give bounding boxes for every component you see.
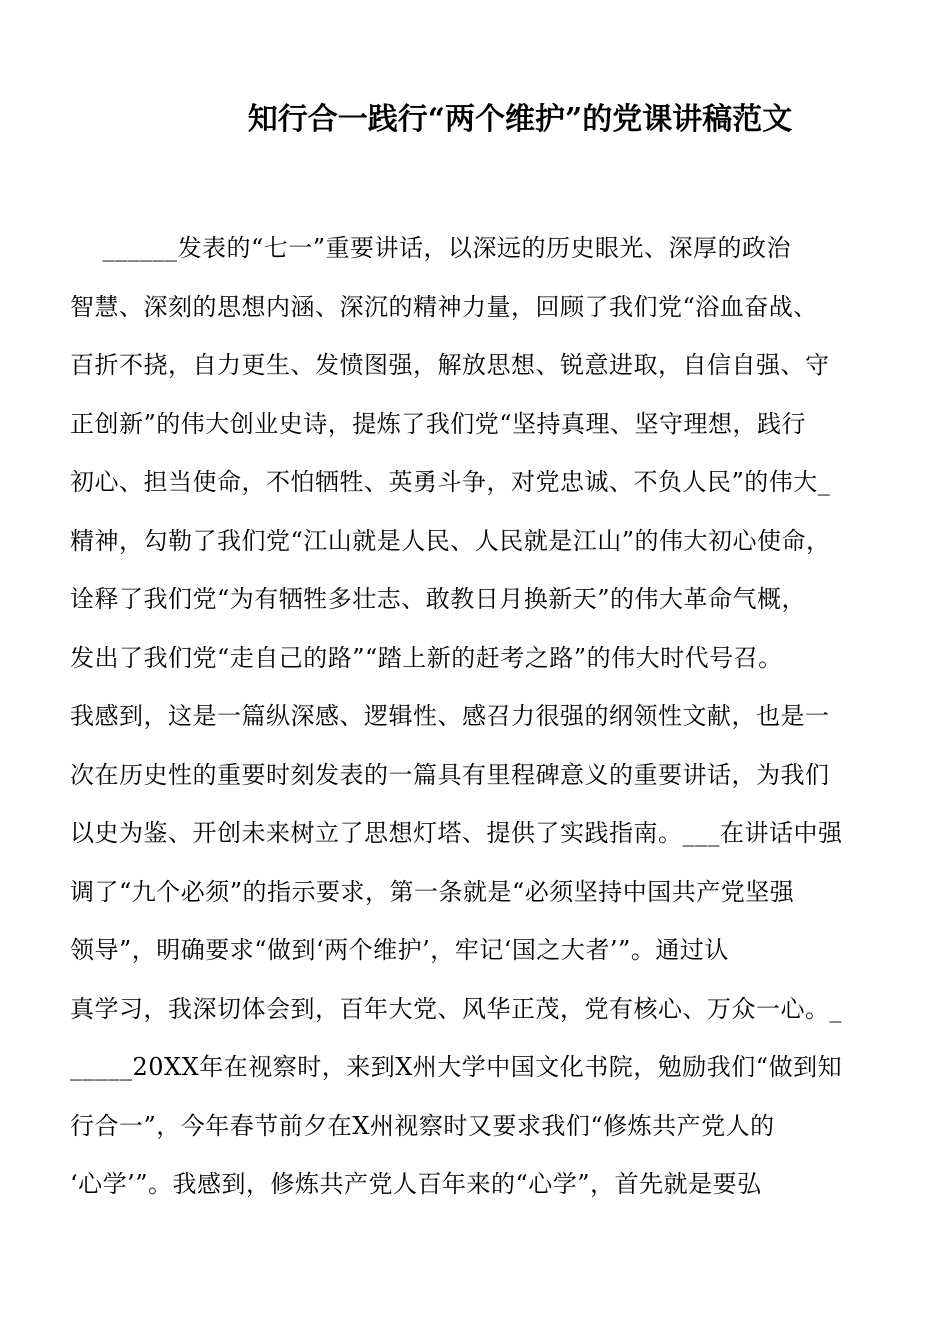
- document-body: [70, 226, 890, 1221]
- body-line: 诠释了我们党“为有牺牲多壮志、敢教日月换新天”的伟大革命气概，: [70, 585, 807, 613]
- body-line: 发出了我们党“走自己的路”“踏上新的赶考之路”的伟大时代号召。: [70, 643, 783, 672]
- body-line: 百折不挠，自力更生、发愤图强，解放思想、锐意进取，自信自强、守: [70, 351, 830, 379]
- body-line: 智慧、深刻的思想内涵、深沉的精神力量，回顾了我们党“浴血奋战、: [70, 292, 818, 321]
- body-line: 我感到，这是一篇纵深感、逻辑性、感召力很强的纲领性文献，也是一: [70, 702, 830, 730]
- body-line: 次在历史性的重要时刻发表的一篇具有里程碑意义的重要讲话，为我们: [70, 760, 830, 789]
- body-line: 真学习，我深切体会到，百年大党、风华正茂，党有核心、万众一心。_: [70, 994, 842, 1023]
- body-line: 初心、担当使命，不怕牺牲、英勇斗争，对党忠诚、不负人民”的伟大_: [70, 468, 831, 496]
- body-line: ______发表的“七一”重要讲话，以深远的历史眼光、深厚的政治: [70, 234, 792, 262]
- body-line: 领导”，明确要求“做到‘两个维护’，牢记‘国之大者’”。通过认: [70, 936, 729, 964]
- body-line: ‘心学’”。我感到，修炼共产党人百年来的“心学”，首先就是要弘: [70, 1170, 762, 1198]
- body-line: 精神，勾勒了我们党“江山就是人民、人民就是江山”的伟大初心使命，: [70, 526, 831, 555]
- body-line: _____20XX年在视察时，来到X州大学中国文化书院，勉励我们“做到知: [70, 1053, 843, 1081]
- document-title: 知行合一践行“两个维护”的党课讲稿范文: [247, 102, 793, 137]
- body-line: 正创新”的伟大创业史诗，提炼了我们党“坚持真理、坚守理想，践行: [70, 409, 807, 438]
- body-line: 调了“九个必须”的指示要求，第一条就是“必须坚持中国共产党坚强: [70, 877, 795, 906]
- body-line: 行合一”，今年春节前夕在X州视察时又要求我们“修炼共产党人的: [70, 1111, 775, 1140]
- body-line: 以史为鉴、开创未来树立了思想灯塔、提供了实践指南。___在讲话中强: [70, 819, 843, 847]
